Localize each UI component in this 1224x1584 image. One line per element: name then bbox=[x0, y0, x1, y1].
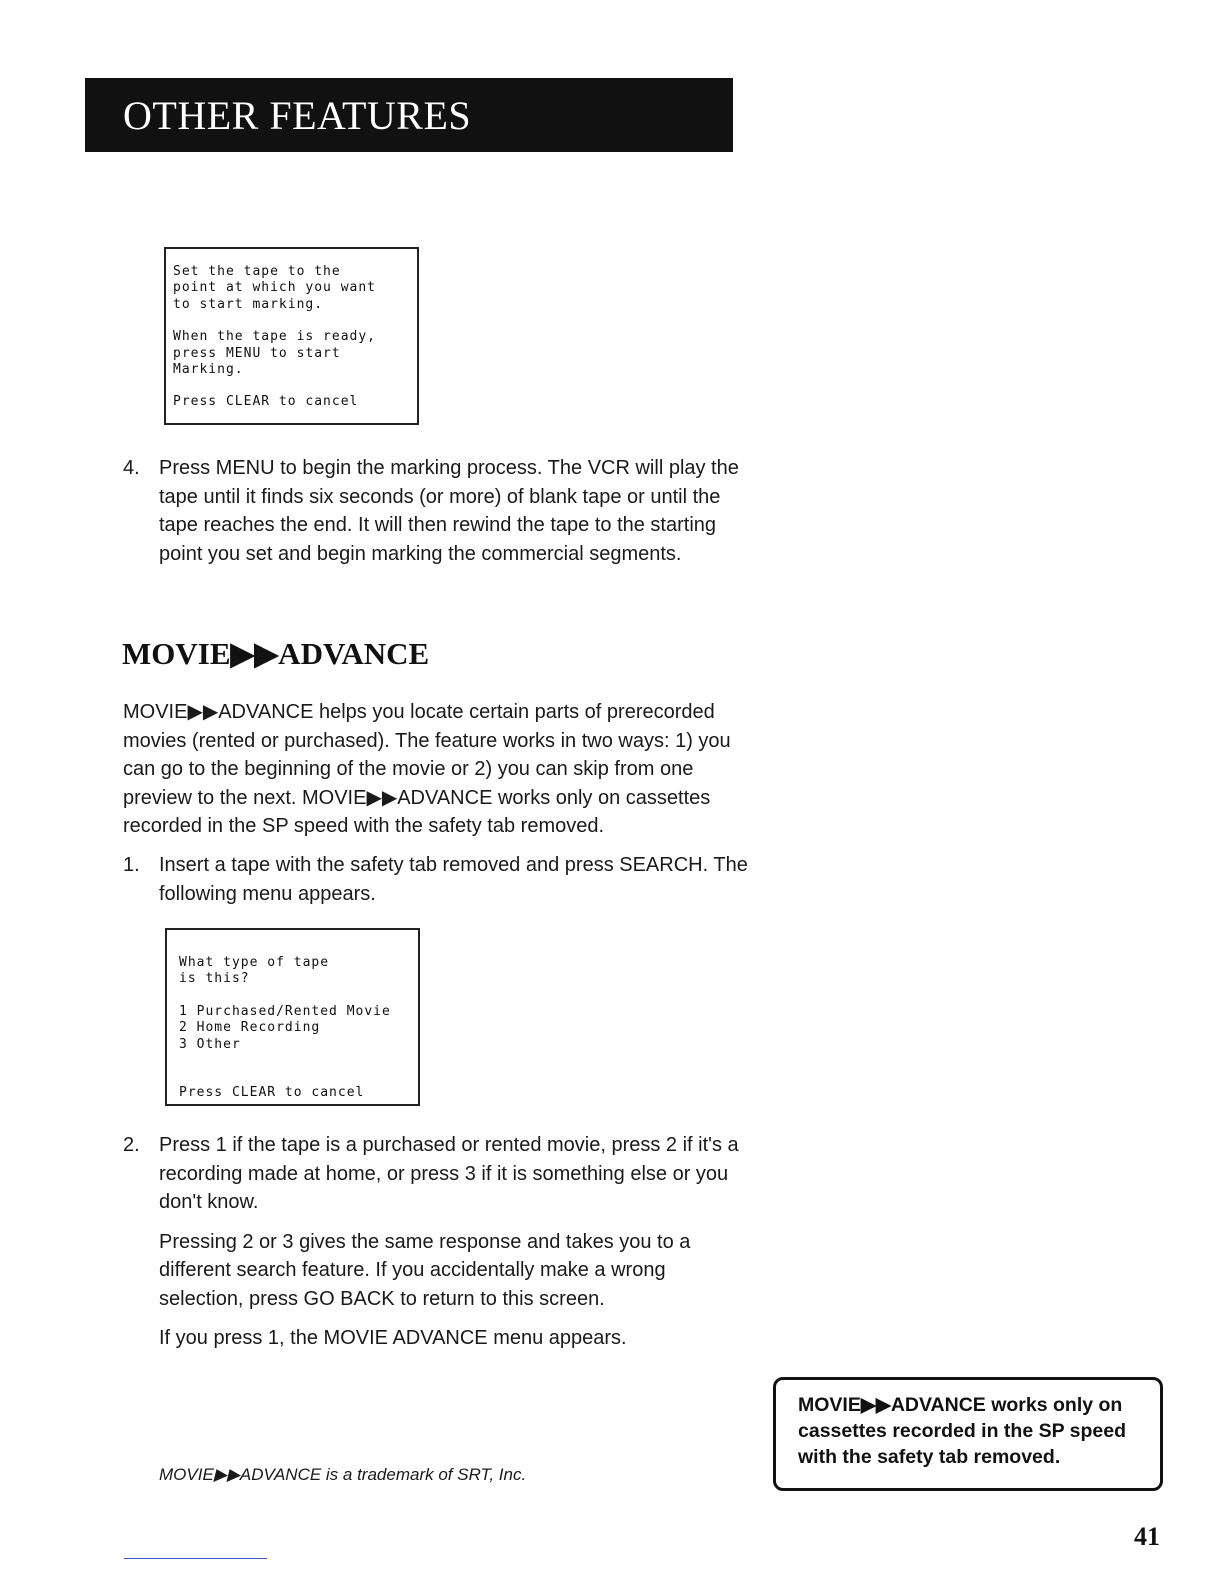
step-paragraph: Pressing 2 or 3 gives the same response and takes you to a different search feature. If you accidentally make a wrong selection, press GO BACK to return to this screen. bbox=[159, 1230, 691, 1310]
step-number: 1. bbox=[123, 854, 140, 876]
screen-blank-line bbox=[173, 313, 411, 329]
screen-line: Marking. bbox=[173, 362, 244, 378]
screen-blank-line bbox=[179, 1053, 414, 1069]
step-text: Press MENU to begin the marking process. The VCR will play the tape until it finds six seconds (or more) of blank tape or until the tape reaches the end. It will then rewind the tape to the starting point you set and begin marking the commercial segments. bbox=[159, 457, 739, 565]
movie-advance-intro: MOVIE▶▶ADVANCE helps you locate certain parts of prerecorded movies (rented or purchased). The feature works in two ways: 1) you can go to the beginning of the movie or 2) you can skip from one preview to the next. MOVIE▶▶ADVANCE works only on cassettes recorded in the SP speed with the safety tab removed. bbox=[123, 701, 731, 837]
sp-speed-note: MOVIE▶▶ADVANCE works only on cassettes recorded in the SP speed with the safety tab removed. bbox=[773, 1377, 1163, 1491]
screen-line: point at which you want bbox=[173, 280, 377, 296]
screen-line: Press CLEAR to cancel bbox=[173, 394, 359, 410]
marking-setup-screen bbox=[164, 247, 419, 425]
screen-blank-line bbox=[179, 988, 414, 1004]
screen-line: What type of tape bbox=[179, 955, 330, 970]
page-number: 41 bbox=[1134, 1522, 1160, 1551]
screen-line: When the tape is ready, bbox=[173, 329, 377, 345]
screen-line: to start marking. bbox=[173, 296, 324, 312]
screen-line: Press CLEAR to cancel bbox=[179, 1085, 365, 1101]
screen-blank-line bbox=[173, 378, 411, 394]
section-header-bar bbox=[85, 78, 733, 152]
section-header-title: OTHER FEATURES bbox=[123, 93, 472, 138]
screen-line: is this? bbox=[179, 971, 250, 987]
menu-option-2: 2 Home Recording bbox=[179, 1020, 321, 1036]
screen-blank-line bbox=[179, 1069, 414, 1085]
screen-line: Set the tape to the bbox=[173, 264, 341, 279]
step-text: Insert a tape with the safety tab removed and press SEARCH. The following menu appears. bbox=[159, 854, 748, 905]
step-paragraph: Press 1 if the tape is a purchased or rented movie, press 2 if it's a recording made at home, or press 3 if it is something else or you don't know. bbox=[159, 1134, 739, 1213]
step-number: 2. bbox=[123, 1134, 140, 1156]
menu-option-1: 1 Purchased/Rented Movie bbox=[179, 1003, 391, 1019]
screen-line: press MENU to start bbox=[173, 345, 341, 361]
step-number: 4. bbox=[123, 457, 140, 479]
step-paragraph: If you press 1, the MOVIE ADVANCE menu appears. bbox=[159, 1327, 627, 1349]
trademark-footnote: MOVIE▶▶ADVANCE is a trademark of SRT, Inc. bbox=[159, 1465, 527, 1484]
tape-type-menu-screen bbox=[165, 928, 420, 1106]
movie-advance-heading: MOVIE▶▶ADVANCE bbox=[122, 636, 430, 671]
footer-rule bbox=[124, 1558, 267, 1559]
menu-option-3: 3 Other bbox=[179, 1036, 241, 1052]
